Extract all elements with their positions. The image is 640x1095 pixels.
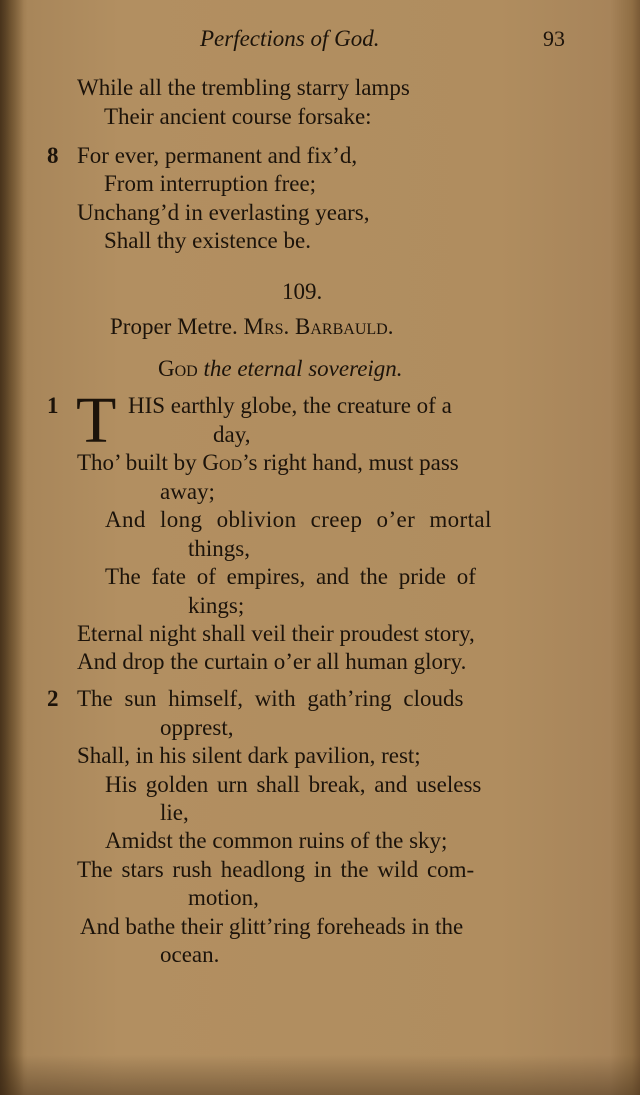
verse-line: The fate of empires, and the pride of bbox=[105, 564, 476, 589]
running-header-title: Perfections of God. bbox=[200, 26, 380, 51]
verse-line: While all the trembling starry lamps bbox=[77, 75, 410, 100]
page-gutter-shadow bbox=[0, 0, 24, 1095]
verse-line: Unchang’d in everlasting years, bbox=[77, 200, 370, 225]
verse-line: Amidst the common ruins of the sky; bbox=[105, 828, 448, 853]
verse-line: And long oblivion creep o’er mortal bbox=[105, 507, 492, 532]
verse-line: Shall thy existence be. bbox=[104, 228, 311, 253]
verse-line: Their ancient course forsake: bbox=[104, 104, 372, 129]
verse-god: God bbox=[202, 450, 243, 475]
hymn-subtitle bbox=[158, 355, 403, 383]
verse-line-continuation: motion, bbox=[188, 885, 259, 910]
verse-line: And bathe their glitt’ring foreheads in the bbox=[80, 914, 464, 939]
verse-line bbox=[128, 392, 576, 420]
hymn-author: Barbauld. bbox=[295, 314, 394, 339]
verse-number: 1 bbox=[47, 393, 59, 418]
verse-number: 2 bbox=[47, 686, 59, 711]
drop-cap: T bbox=[76, 384, 117, 457]
verse-text: Tho’ built by bbox=[77, 450, 197, 475]
verse-line: From interruption free; bbox=[104, 171, 317, 196]
hymn-number: 109. bbox=[282, 279, 323, 304]
verse-line: And drop the curtain o’er all human glory. bbox=[77, 649, 467, 674]
subtitle-god: God bbox=[158, 356, 198, 381]
verse-line-continuation: opprest, bbox=[160, 715, 234, 740]
verse-line: His golden urn shall break, and useless bbox=[105, 772, 482, 797]
verse-line-continuation: away; bbox=[160, 479, 215, 504]
hymn-metre: Proper Metre. bbox=[110, 314, 238, 339]
page-number: 93 bbox=[543, 26, 565, 51]
verse-line-continuation: ocean. bbox=[160, 942, 220, 967]
verse-line: The sun himself, with gath’ring clouds bbox=[77, 686, 464, 711]
verse-line-continuation: day, bbox=[213, 422, 251, 447]
verse-line: Shall, in his silent dark pavilion, rest; bbox=[77, 743, 421, 768]
verse-line-continuation: lie, bbox=[160, 800, 189, 825]
verse-text: ’s right hand, must pass bbox=[242, 450, 459, 475]
verse-line: Eternal night shall veil their proudest story, bbox=[77, 621, 475, 646]
verse-line: For ever, permanent and fix’d, bbox=[77, 143, 358, 168]
verse-line: The stars rush headlong in the wild com- bbox=[77, 857, 475, 882]
verse-line-text: HIS earthly globe, the creature of a bbox=[128, 393, 452, 418]
verse-line-continuation: things, bbox=[188, 536, 250, 561]
author-prefix: Mrs. bbox=[243, 314, 290, 339]
verse-number: 8 bbox=[47, 143, 59, 168]
subtitle-rest: the eternal sovereign. bbox=[203, 356, 403, 381]
verse-line-continuation: kings; bbox=[188, 593, 245, 618]
verse-line bbox=[77, 449, 459, 477]
hymn-meta bbox=[110, 313, 393, 341]
page-bottom-shadow bbox=[0, 1055, 640, 1095]
